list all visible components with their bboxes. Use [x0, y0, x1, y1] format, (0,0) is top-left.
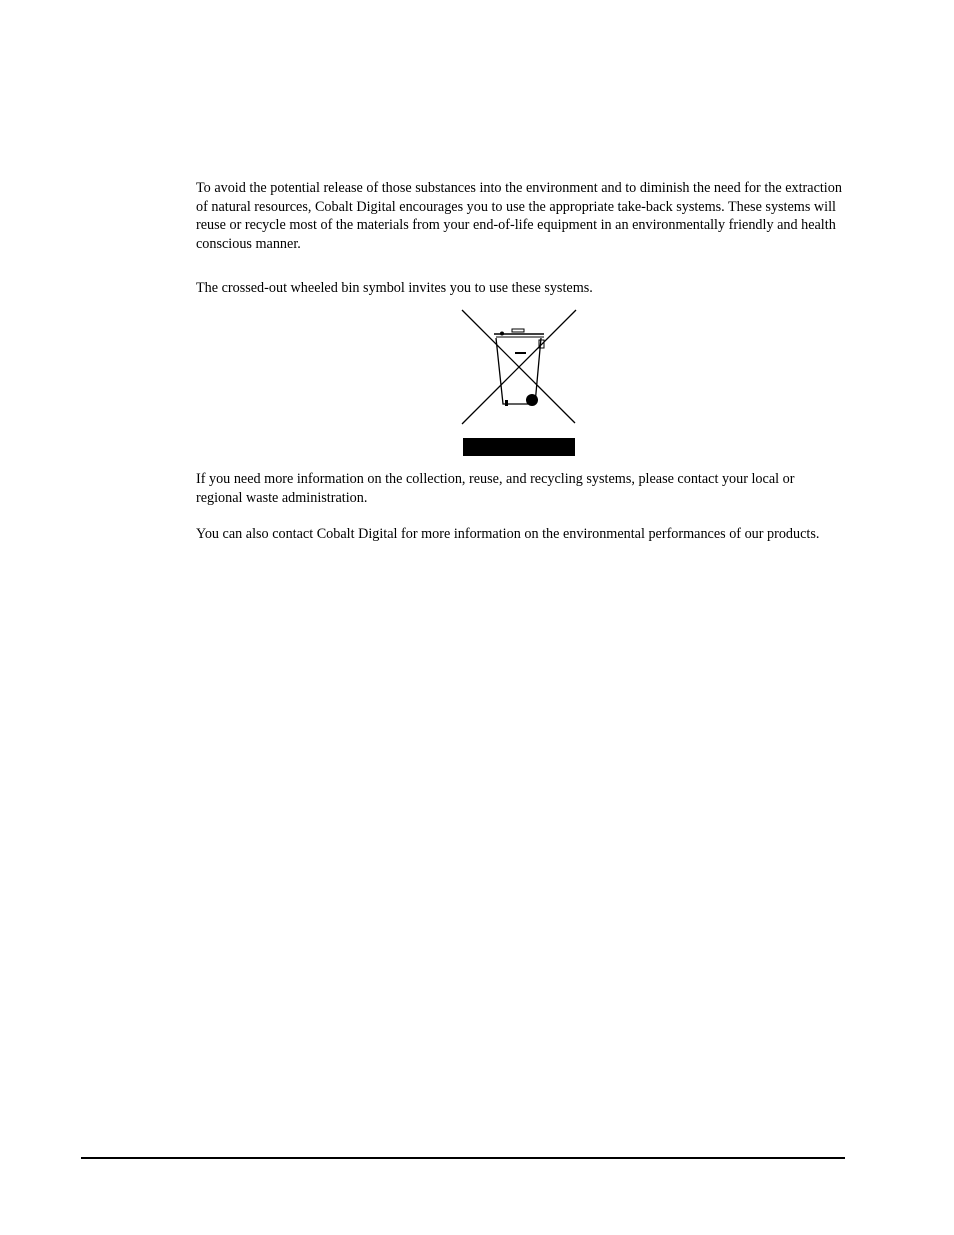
paragraph-more-information: If you need more information on the collection, reuse, and recycling systems, please contact your local or regional waste administration.	[196, 471, 795, 506]
paragraph-take-back-systems: To avoid the potential release of those substances into the environment and to diminish the need for the extraction of natural resources, Cobalt Digital encourages you to use the appropriate take-back systems. These systems will reuse or recycle most of the materials from your end-of-life equipment in an environmentally friendly and health conscious manner.	[196, 180, 842, 252]
paragraph-bin-symbol-intro: The crossed-out wheeled bin symbol invites you to use these systems.	[196, 280, 593, 296]
footer-divider	[81, 1157, 845, 1159]
paragraph-contact-cobalt: You can also contact Cobalt Digital for more information on the environmental performances of our products.	[196, 526, 820, 542]
crossed-out-wheeled-bin-icon	[460, 308, 578, 458]
